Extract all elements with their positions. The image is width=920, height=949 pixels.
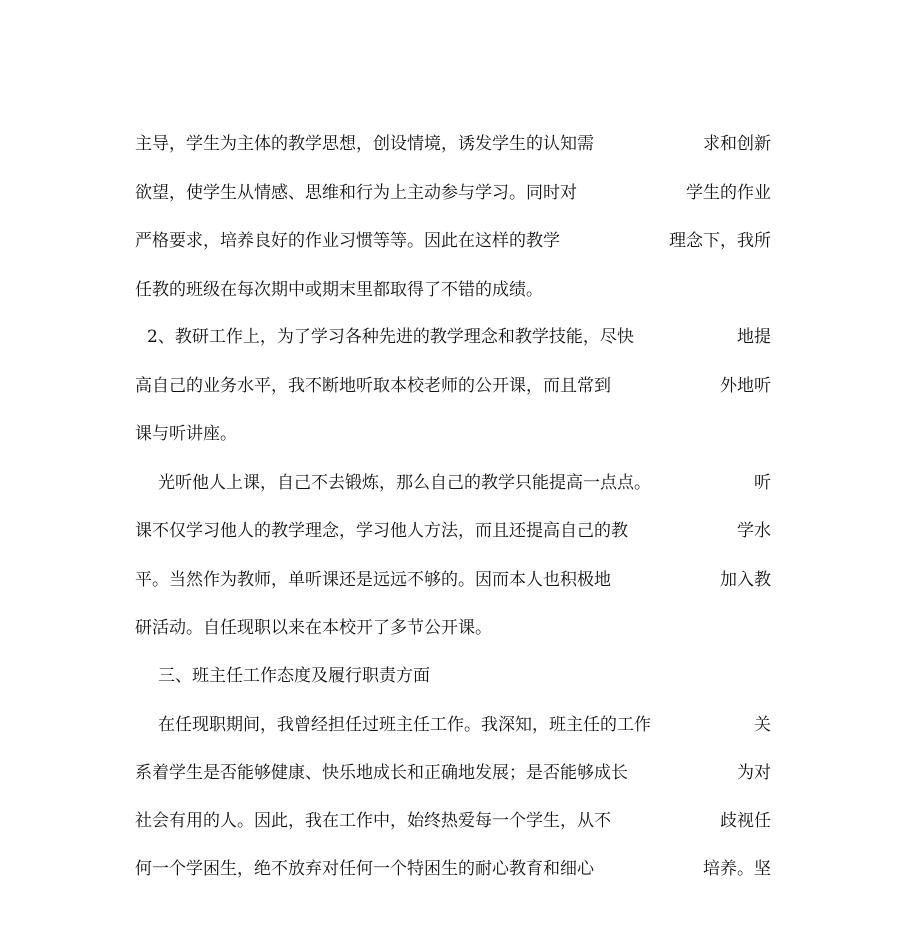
line-15-right: 歧视任 (720, 811, 771, 831)
text-line-10 (135, 564, 771, 596)
line-9-right: 学水 (737, 521, 771, 541)
line-1-left: 主导，学生为主体的教学思想，创设情境，诱发学生的认知需 (135, 134, 594, 154)
line-6-left: 高自己的业务水平，我不断地听取本校老师的公开课，而且常到 (135, 376, 611, 396)
line-1-right: 求和创新 (703, 134, 771, 154)
line-9-left: 课不仅学习他人的教学理念，学习他人方法，而且还提高自己的教 (135, 521, 628, 541)
line-16-right: 培养。坚 (703, 859, 771, 879)
line-3-right: 理念下，我所 (669, 231, 771, 251)
line-5-left: 2、教研工作上，为了学习各种先进的教学理念和教学技能，尽快 (147, 327, 634, 347)
line-5-right: 地提 (737, 327, 771, 347)
line-6-right: 外地听 (720, 376, 771, 396)
section-heading-text: 三、班主任工作态度及履行职责方面 (158, 666, 430, 686)
line-7-left: 课与听讲座。 (135, 424, 237, 444)
text-line-8 (158, 467, 771, 499)
section-heading (158, 660, 771, 692)
line-11-left: 研活动。自任现职以来在本校开了多节公开课。 (135, 618, 492, 638)
line-2-left: 欲望，使学生从情感、思维和行为上主动参与学习。同时对 (135, 183, 577, 203)
line-13-left: 在任现职期间，我曾经担任过班主任工作。我深知，班主任的工作 (158, 715, 651, 735)
text-line-4 (135, 274, 771, 306)
line-14-right: 为对 (737, 763, 771, 783)
line-15-left: 社会有用的人。因此，我在工作中，始终热爱每一个学生，从不 (135, 811, 611, 831)
line-3-left: 严格要求，培养良好的作业习惯等等。因此在这样的教学 (135, 231, 560, 251)
line-13-right: 关 (754, 715, 771, 735)
line-14-left: 系着学生是否能够健康、快乐地成长和正确地发展；是否能够成长 (135, 763, 628, 783)
line-16-left: 何一个学困生，绝不放弃对任何一个特困生的耐心教育和细心 (135, 859, 594, 879)
text-line-2 (135, 177, 771, 209)
line-10-right: 加入教 (720, 570, 771, 590)
text-line-14 (135, 757, 771, 789)
line-8-right: 听 (754, 473, 771, 493)
text-line-1 (135, 128, 771, 160)
text-line-15 (135, 805, 771, 837)
line-8-left: 光听他人上课，自己不去锻炼，那么自己的教学只能提高一点点。 (158, 473, 651, 493)
text-line-13 (158, 709, 771, 741)
text-line-5 (147, 321, 771, 353)
text-line-16 (135, 853, 771, 885)
line-4-left: 任教的班级在每次期中或期末里都取得了不错的成绩。 (135, 280, 543, 300)
text-line-6 (135, 370, 771, 402)
line-10-left: 平。当然作为教师，单听课还是远远不够的。因而本人也积极地 (135, 570, 611, 590)
text-line-7 (135, 418, 771, 450)
text-line-9 (135, 515, 771, 547)
line-2-right: 学生的作业 (686, 183, 771, 203)
text-line-11 (135, 612, 771, 644)
text-line-3 (135, 225, 771, 257)
